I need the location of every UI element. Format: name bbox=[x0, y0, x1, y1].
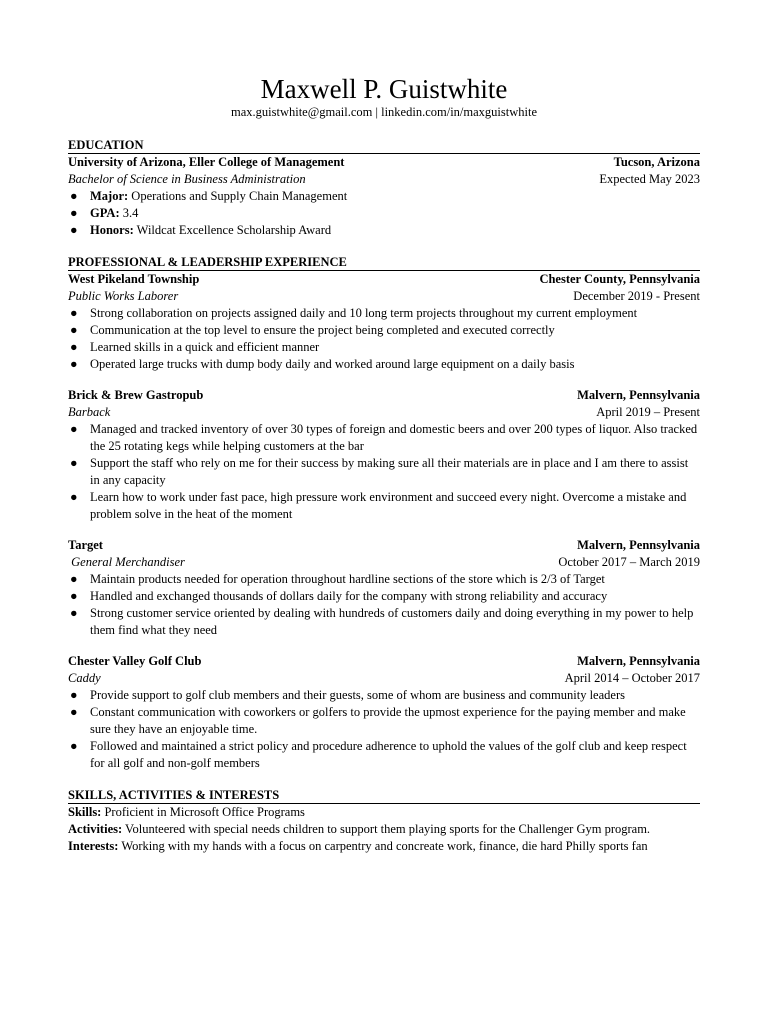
job-subheader bbox=[68, 404, 700, 421]
bullet-icon: ● bbox=[70, 456, 78, 470]
job-header bbox=[68, 537, 700, 554]
job-entry bbox=[68, 537, 700, 639]
job-org: Chester Valley Golf Club bbox=[68, 654, 202, 668]
bullet-icon: ● bbox=[70, 357, 78, 371]
skill-label: Interests: bbox=[68, 839, 119, 853]
bullet-icon: ● bbox=[70, 189, 78, 203]
bullet-icon: ● bbox=[70, 688, 78, 702]
bullet-text: Handled and exchanged thousands of dollars daily for the company with strong reliability and accuracy bbox=[90, 589, 608, 603]
bullet-text: Followed and maintained a strict policy and procedure adherence to uphold the values of the golf club and keep respect for all golf and non-golf members bbox=[90, 739, 687, 770]
bullet-text: Constant communication with coworkers or golfers to provide the upmost experience for the paying member and make sure they have an enjoyable time. bbox=[90, 705, 686, 736]
item-text: Operations and Supply Chain Management bbox=[128, 189, 348, 203]
bullet-icon: ● bbox=[70, 739, 78, 753]
job-entry bbox=[68, 271, 700, 373]
job-org: Brick & Brew Gastropub bbox=[68, 388, 204, 402]
bullet-icon: ● bbox=[70, 323, 78, 337]
job-bullet bbox=[68, 305, 700, 322]
job-bullet bbox=[68, 605, 700, 639]
education-list bbox=[68, 188, 700, 239]
job-bullet bbox=[68, 738, 700, 772]
degree-name: Bachelor of Science in Business Administration bbox=[68, 172, 306, 186]
job-role: General Merchandiser bbox=[68, 555, 185, 569]
degree-date: Expected May 2023 bbox=[599, 172, 700, 186]
skill-line bbox=[68, 838, 700, 855]
bullet-text: Managed and tracked inventory of over 30 types of foreign and domestic beers and over 200 types of liquor. Also tracked the 25 rotating kegs while helping customers at the bar bbox=[90, 422, 698, 453]
job-bullets bbox=[68, 421, 700, 523]
education-section bbox=[68, 138, 700, 239]
resume-name: Maxwell P. Guistwhite bbox=[260, 74, 508, 104]
bullet-icon: ● bbox=[70, 223, 78, 237]
skill-line bbox=[68, 804, 700, 821]
skill-line bbox=[68, 821, 700, 838]
education-item bbox=[68, 222, 700, 239]
bullet-text: Learn how to work under fast pace, high pressure work environment and succeed every night. Overcome a mistake and problem solve in the heat of the moment bbox=[90, 490, 687, 521]
section-title-education: EDUCATION bbox=[68, 138, 700, 154]
school-name: University of Arizona, Eller College of Management bbox=[68, 155, 345, 169]
job-date: April 2019 – Present bbox=[596, 405, 700, 419]
item-label: GPA: bbox=[90, 206, 120, 220]
bullet-icon: ● bbox=[70, 490, 78, 504]
job-bullet bbox=[68, 356, 700, 373]
job-header bbox=[68, 271, 700, 288]
job-date: October 2017 – March 2019 bbox=[558, 555, 700, 569]
job-bullet bbox=[68, 704, 700, 738]
job-bullets bbox=[68, 571, 700, 639]
job-role: Caddy bbox=[68, 671, 101, 685]
bullet-text: Strong collaboration on projects assigned daily and 10 long term projects throughout my current employment bbox=[90, 306, 638, 320]
job-bullet bbox=[68, 571, 700, 588]
job-location: Chester County, Pennsylvania bbox=[539, 272, 700, 286]
skill-text: Proficient in Microsoft Office Programs bbox=[101, 805, 305, 819]
section-title-experience: PROFESSIONAL & LEADERSHIP EXPERIENCE bbox=[68, 255, 700, 271]
job-bullets bbox=[68, 305, 700, 373]
resume-page bbox=[68, 0, 700, 855]
job-org: Target bbox=[68, 538, 103, 552]
job-bullets bbox=[68, 687, 700, 772]
item-label: Major: bbox=[90, 189, 129, 203]
bullet-icon: ● bbox=[70, 306, 78, 320]
bullet-icon: ● bbox=[70, 606, 78, 620]
bullet-text: Learned skills in a quick and efficient manner bbox=[90, 340, 320, 354]
bullet-icon: ● bbox=[70, 422, 78, 436]
skill-label: Activities: bbox=[68, 822, 123, 836]
contact-line: max.guistwhite@gmail.com | linkedin.com/in/maxguistwhite bbox=[231, 105, 537, 119]
job-location: Malvern, Pennsylvania bbox=[577, 538, 700, 552]
job-subheader bbox=[68, 554, 700, 571]
job-bullet bbox=[68, 687, 700, 704]
bullet-text: Provide support to golf club members and their guests, some of whom are business and community leaders bbox=[90, 688, 625, 702]
bullet-text: Communication at the top level to ensure the project being completed and executed correctly bbox=[90, 323, 555, 337]
job-role: Barback bbox=[68, 405, 111, 419]
bullet-icon: ● bbox=[70, 705, 78, 719]
job-header bbox=[68, 387, 700, 404]
experience-section bbox=[68, 255, 700, 772]
job-role: Public Works Laborer bbox=[68, 289, 179, 303]
school-row bbox=[68, 154, 700, 171]
job-entry bbox=[68, 387, 700, 523]
job-header bbox=[68, 653, 700, 670]
job-date: April 2014 – October 2017 bbox=[564, 671, 700, 685]
education-item bbox=[68, 205, 700, 222]
job-bullet bbox=[68, 455, 700, 489]
bullet-text: Maintain products needed for operation throughout hardline sections of the store which is 2/3 of Target bbox=[90, 572, 605, 586]
skills-section bbox=[68, 788, 700, 855]
job-subheader bbox=[68, 288, 700, 305]
education-item bbox=[68, 188, 700, 205]
bullet-icon: ● bbox=[70, 340, 78, 354]
job-bullet bbox=[68, 489, 700, 523]
skill-text: Volunteered with special needs children to support them playing sports for the Challenger Gym program. bbox=[122, 822, 651, 836]
bullet-icon: ● bbox=[70, 589, 78, 603]
job-location: Malvern, Pennsylvania bbox=[577, 654, 700, 668]
job-bullet bbox=[68, 588, 700, 605]
school-location: Tucson, Arizona bbox=[613, 155, 700, 169]
skill-label: Skills: bbox=[68, 805, 102, 819]
bullet-icon: ● bbox=[70, 572, 78, 586]
item-text: 3.4 bbox=[119, 206, 139, 220]
job-bullet bbox=[68, 322, 700, 339]
skill-text: Working with my hands with a focus on carpentry and concreate work, finance, die hard Philly sports fan bbox=[118, 839, 648, 853]
section-title-skills: SKILLS, ACTIVITIES & INTERESTS bbox=[68, 788, 700, 804]
job-entry bbox=[68, 653, 700, 772]
bullet-icon: ● bbox=[70, 206, 78, 220]
item-text: Wildcat Excellence Scholarship Award bbox=[133, 223, 332, 237]
job-location: Malvern, Pennsylvania bbox=[577, 388, 700, 402]
bullet-text: Strong customer service oriented by dealing with hundreds of customers daily and doing everything in my power to help them find what they need bbox=[90, 606, 694, 637]
item-label: Honors: bbox=[90, 223, 134, 237]
job-date: December 2019 - Present bbox=[573, 289, 700, 303]
job-bullet bbox=[68, 421, 700, 455]
degree-row bbox=[68, 171, 700, 188]
job-subheader bbox=[68, 670, 700, 687]
bullet-text: Operated large trucks with dump body daily and worked around large equipment on a daily basis bbox=[90, 357, 575, 371]
job-bullet bbox=[68, 339, 700, 356]
job-org: West Pikeland Township bbox=[68, 272, 200, 286]
bullet-text: Support the staff who rely on me for their success by making sure all their materials are in place and I am there to assist in any capacity bbox=[90, 456, 689, 487]
